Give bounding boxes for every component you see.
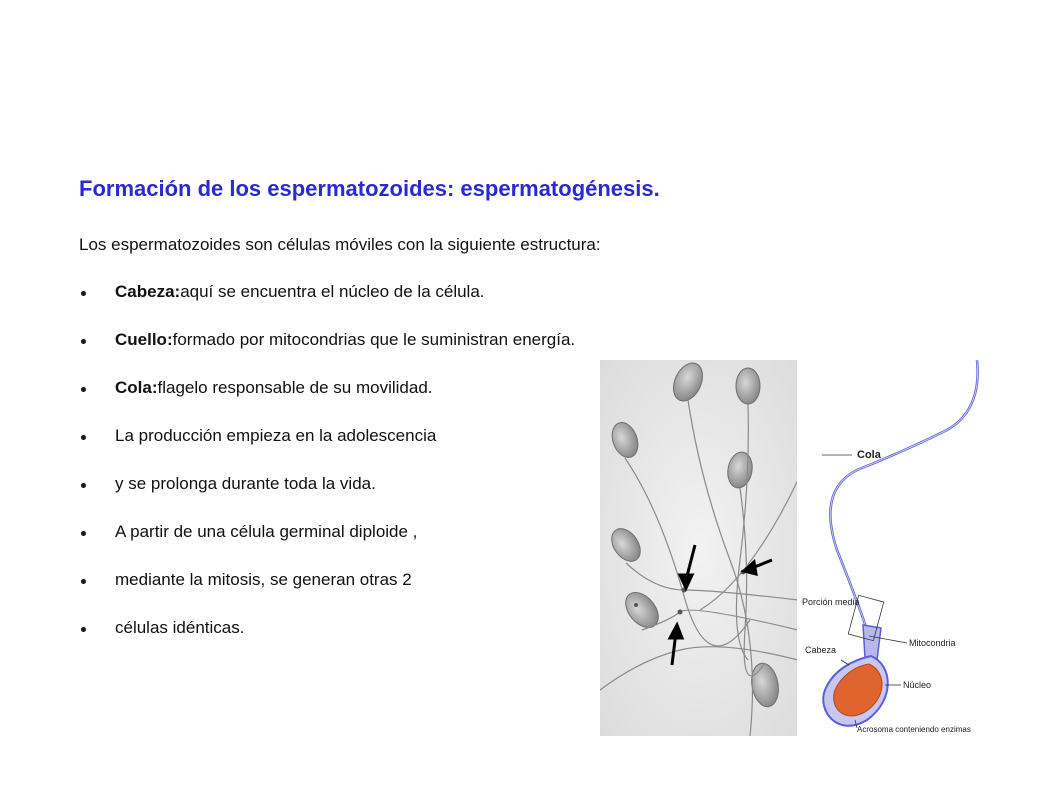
bullet-text: A partir de una célula germinal diploide , [115, 522, 418, 541]
label-porcion-media: Porción media [802, 597, 860, 607]
label-cola: Cola [857, 449, 881, 461]
sperm-midpiece [863, 625, 881, 660]
bullet-dot [81, 291, 86, 296]
label-nucleo: Núcleo [903, 680, 932, 690]
bullet-item [79, 377, 575, 425]
bullet-item [79, 473, 575, 521]
bullet-text: aquí se encuentra el núcleo de la célula. [180, 282, 485, 301]
bullet-text: La producción empieza en la adolescencia [115, 426, 437, 445]
sperm-micrograph-image [600, 360, 798, 736]
label-mitocondria: Mitocondria [909, 638, 956, 648]
bullet-text: células idénticas. [115, 618, 245, 637]
bullet-text: formado por mitocondrias que le suministran energía. [172, 330, 576, 349]
intro-text: Los espermatozoides son células móviles con la siguiente estructura: [79, 235, 601, 254]
bullet-text: flagelo responsable de su movilidad. [157, 378, 433, 397]
bullet-dot [81, 483, 86, 488]
bullet-dot [81, 579, 86, 584]
label-cabeza: Cabeza [805, 645, 837, 655]
bullet-item [79, 425, 575, 473]
label-acrosoma: Acrosoma conteniendo enzimas [857, 725, 971, 734]
bullet-item [79, 281, 575, 329]
bullet-term: Cuello: [115, 330, 173, 349]
slide-title: Formación de los espermatozoides: espermatogénesis. [79, 176, 660, 201]
bullet-dot [81, 387, 86, 392]
bullet-dot [81, 627, 86, 632]
bullet-item [79, 329, 575, 377]
bullet-dot [81, 435, 86, 440]
bullet-list [79, 281, 575, 665]
sperm-structure-diagram [797, 360, 999, 736]
bullet-item [79, 569, 575, 617]
bullet-text: y se prolonga durante toda la vida. [115, 474, 376, 493]
bullet-term: Cola: [115, 378, 158, 397]
bullet-dot [81, 339, 86, 344]
bullet-item [79, 617, 575, 665]
bullet-term: Cabeza: [115, 282, 181, 301]
bullet-dot [81, 531, 86, 536]
bullet-item [79, 521, 575, 569]
bullet-text: mediante la mitosis, se generan otras 2 [115, 570, 412, 589]
